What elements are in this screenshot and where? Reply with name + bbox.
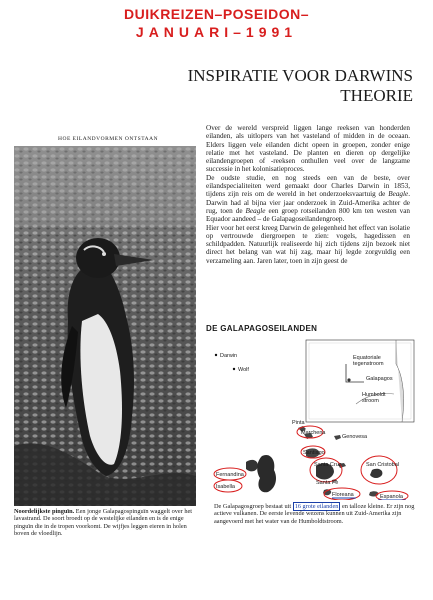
label-floreana: Floreana <box>332 492 354 498</box>
label-humboldt-1: Humboldt <box>362 392 386 398</box>
galapagos-map <box>206 334 420 500</box>
ship-name-2: Beagle <box>245 206 266 215</box>
paragraph-2 <box>206 174 410 224</box>
header-line-2: JANUARI–1991 <box>135 24 298 40</box>
header-line-1: DUIKREIZEN–POSEIDON– <box>123 6 310 22</box>
label-isabella: Isabella <box>216 484 235 490</box>
paragraph-2-part-a: De oudste studie, en nog steeds een van de beste, over eilandspecialiteiten werd gemaakt door Charles Darwin in 1853, tijdens zijn reis om de wereld in het onderzoeksvaartuig de <box>206 173 410 199</box>
label-santiago: Santiago <box>303 450 325 456</box>
label-san-cristobal: San Cristobal <box>366 462 400 468</box>
paragraph-2-part-b: . Darwin had al bijna vier jaar onderzoek in Zuid-Amerika achter de rug, toen de <box>206 190 410 215</box>
paragraph-2-part-c: een groep rotseilanden 800 km ten westen van Equador aandeed – de Galapagoseilandengroep. <box>206 206 410 224</box>
map-caption-part-a: De Galapagosgroep bestaat uit <box>214 503 293 510</box>
label-espanola: Espanola <box>380 494 403 500</box>
label-darwin: Darwin <box>220 353 238 359</box>
label-genovesa: Genovesa <box>342 434 368 440</box>
label-marchena: Marchena <box>301 430 326 436</box>
map-caption-part-b: en talloze kleine. Er zijn nog actieve vulkanen. De eerste levende wezens kunnen uit Zuid-Amerika zijn aangevoerd met het water van de Humboldtstroom. <box>214 503 415 525</box>
label-equatoriale-2: tegenstroom <box>353 361 384 367</box>
label-santa-cruz: Santa Cruz <box>314 462 342 468</box>
paragraph-3: Hier voor het eerst kreeg Darwin de gelegenheid het effect van isolatie op vertrouwde diergroepen te zien: vogels, hagedissen en schildpadden. Natuurlijk realiseerde hij zich tijdens zijn bezoek niet direct het belang van wat hij zag, maar hij legde zorgvuldig een verzameling aan. Jaren later, toen in zijn geest de <box>206 223 410 265</box>
photo-caption <box>14 508 200 538</box>
article-title: INSPIRATIE VOOR DARWINS <box>187 66 413 85</box>
article-title-line-2: THEORIE <box>340 86 413 105</box>
label-santa-fe: Santa Fe <box>316 480 339 486</box>
highlighted-island-count: 16 grote eilanden <box>294 503 339 510</box>
ship-name: Beagle <box>388 190 409 199</box>
penguin-photo <box>14 146 196 506</box>
label-wolf: Wolf <box>238 367 249 373</box>
article-body <box>206 124 410 265</box>
map-title: DE GALAPAGOSEILANDEN <box>206 324 318 333</box>
photo-caption-bold: Noordelijkste pinguïn. <box>14 508 75 515</box>
paragraph-1: Over de wereld verspreid liggen lange reeksen van honderden eilanden, als uitlopers van het vasteland of midden in de oceaan. Elders liggen vele eilanden dicht opeen in groepen, zonder enige relatie met het vasteland. De planten en dieren op dergelijke eilandengroepen of -reeksen onthullen veel over de langzame successie in het kolonisatieproces. <box>206 124 410 174</box>
map-caption <box>214 503 420 525</box>
photo-heading: HOE EILANDVORMEN ONTSTAAN <box>58 136 159 142</box>
label-fernandina: Fernandina <box>216 472 244 478</box>
label-pinta: Pinta <box>292 420 305 426</box>
label-humboldt-2: stroom <box>362 398 379 404</box>
label-galapagos: Galapagos <box>366 376 393 382</box>
photo-caption-text: Een jonge Galapagospinguïn waggelt over het lavastrand. De soort broedt op de westelijke eilanden en is de enige pinguïn die in de tropen voorkomt. De wijfjes leggen eieren in holen boven de vloedlijn. <box>14 508 193 538</box>
label-equatoriale-1: Equatoriale <box>353 355 381 361</box>
